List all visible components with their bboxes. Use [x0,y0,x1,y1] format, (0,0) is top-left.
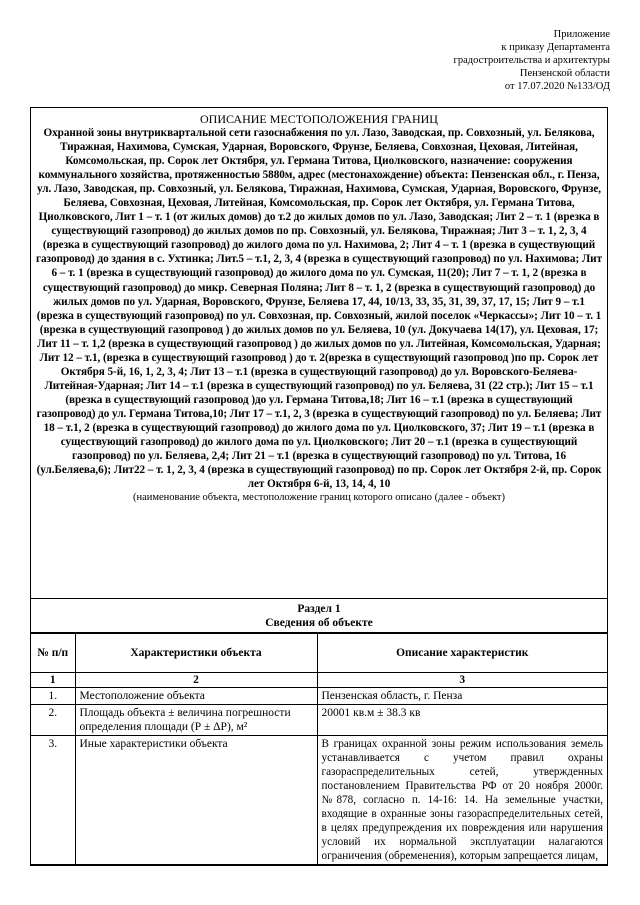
table-row [31,736,607,865]
document-frame [30,107,608,866]
section-subtitle: Сведения об объекте [265,617,373,629]
column-number-row [31,673,607,688]
header-characteristic: Характеристики объекта [75,634,317,673]
header-number: № п/п [31,634,75,673]
section-title: Раздел 1 [297,603,341,615]
header-description: Описание характеристик [317,634,607,673]
row-characteristic: Площадь объекта ± величина погрешности определения площади (Р ± ΔР), м² [75,705,317,736]
section-header [31,599,607,633]
appendix-block [370,28,610,93]
row-characteristic: Иные характеристики объекта [75,736,317,865]
appendix-line: градостроительства и архитектуры [453,55,610,66]
table-row [31,705,607,736]
description-title: ОПИСАНИЕ МЕСТОПОЛОЖЕНИЯ ГРАНИЦ [200,112,438,126]
appendix-line: от 17.07.2020 №133/ОД [504,81,610,92]
row-value: 20001 кв.м ± 38.3 кв [317,705,607,736]
row-number: 1. [31,688,75,705]
row-value: В границах охранной зоны режим использования земель устанавливается с учетом правил охраны газораспределительных сетей, утвержденных постановлением Правительства РФ от 20 ноября 2000г. №878, согласно п. 14-16: 14. На земельные участки, входящие в охранные зоны газораспределительных сетей, в целях предупреждения их повреждения или нарушения условий их нормальной эксплуатации налагаются ограничения (обременения), которым запрещается лицам, [317,736,607,865]
column-number: 3 [317,673,607,688]
description-body: Охранной зоны внутриквартальной сети газоснабжения по ул. Лазо, Заводская, пр. Совхозный, ул. Белякова, Тиражная, Нахимова, Сумская, Ударная, Воровского, Фрунзе, Беляева, Совхозная, Цеховая, Литейная, Комсомольская, пр. Сорок лет Октября, ул. Германа Титова, Циолковского, назначение: сооружения коммунального хозяйства, протяженностью 5880м, адрес (местонахождение) объекта: Пензенская обл., г. Пенза, ул. Лазо, Заводская, пр. Совхозный, ул. Белякова, Тиражная, Нахимова, Сумская, Ударная, Воровского, Фрунзе, Беляева, Совхозная, Цеховая, Литейная, Комсомольская, пр. Сорок лет Октября, ул. Германа Титова, Циолковского, Лит 1 – т. 1 (от жилых домов) до т.2 до жилых домов по ул. Лазо, Заводская; Лит 2 – т. 1 (врезка в существующий газопровод) до жилых домов по пр. Совхозный, ул. Белякова, Тиражная; Лит 3 – т. 1, 2, 3, 4 (врезка в существующий газопровод) до жилого дома по ул. Нахимова, 2; Лит 4 – т. 1 (врезка в существующий газопровод) до здания в с. Ухтинка; Лит.5 – т.1, 2, 3, 4 (врезка в существующий газопровод) по ул. Нахимова; Лит 6 – т. 1 (врезка в существующий газопровод) до жилого дома по ул. Сумская, 11(20); Лит 7 – т. 1, 2 (врезка в существующий газопровод) до микр. Северная Поляна; Лит 8 – т. 1, 2 (врезка в существующий газопровод) до жилых домов по ул. Ударная, Воровского, Фрунзе, Беляева 17, 44, 10/13, 33, 35, 31, 39, 37, 17, 15; Лит 9 – т.1 (врезка в существующий газопровод) по ул. Совхозная, пр. Совхозный, жилой поселок «Черкассы»; Лит 10 – т. 1 (врезка в существующий газопровод ) до жилых домов по ул. Беляева, 10 (ул. Докучаева 14(17), ул. Цеховая, 17; Лит 11 – т. 1,2 (врезка в существующий газопровод ) до жилых домов по ул. Литейная, Комсомольская, Ударная; Лит 12 – т.1, (врезка в существующий газопровод ) до т. 2(врезка в существующий газопровод )по пр. Сорок лет Октября 5-й, 16, 1, 2, 3, 4; Лит 13 – т.1 (врезка в существующий газопровод) до ул. Воровского-Беляева-Литейная-Ударная; Лит 14 – т.1 (врезка в существующий газопровод) по ул. Беляева, 31 (22 стр.); Лит 15 – т.1 (врезка в существующий газопровод )до ул. Германа Титова,18; Лит 16 – т.1 (врезка в существующий газопровод) до ул. Германа Титова,10; Лит 17 – т.1, 2, 3 (врезка в существующий газопровод) по ул. Беляева; Лит 18 – т.1, 2 (врезка в существующий газопровод) до жилого дома по ул. Циолковского, 37; Лит 19 – т.1 (врезка в существующий газопровод) до жилого дома по ул. Циолковского; Лит 20 – т.1 (врезка в существующий газопровод) по ул. Беляева, 2,4; Лит 21 – т.1 (врезка в существующий газопровод) по ул. Титова, 16 (ул.Беляева,6); Лит22 – т. 1, 2, 3, 4 (врезка в существующий газопровод) по пр. Сорок лет Октября 2-й, пр. Сорок лет Октября 6-й, 13, 14, 4, 10 [35,127,603,491]
table-row [31,688,607,705]
appendix-line: Пензенской области [519,68,610,79]
row-number: 3. [31,736,75,865]
description-block [31,108,607,599]
column-number: 1 [31,673,75,688]
column-number: 2 [75,673,317,688]
description-caption: (наименование объекта, местоположение границ которого описано (далее - объект) [132,492,506,504]
row-value: Пензенская область, г. Пенза [317,688,607,705]
row-characteristic: Местоположение объекта [75,688,317,705]
row-number: 2. [31,705,75,736]
object-table [31,633,607,865]
appendix-line: к приказу Департамента [501,42,610,53]
appendix-line: Приложение [553,29,610,40]
table-header-row [31,634,607,673]
